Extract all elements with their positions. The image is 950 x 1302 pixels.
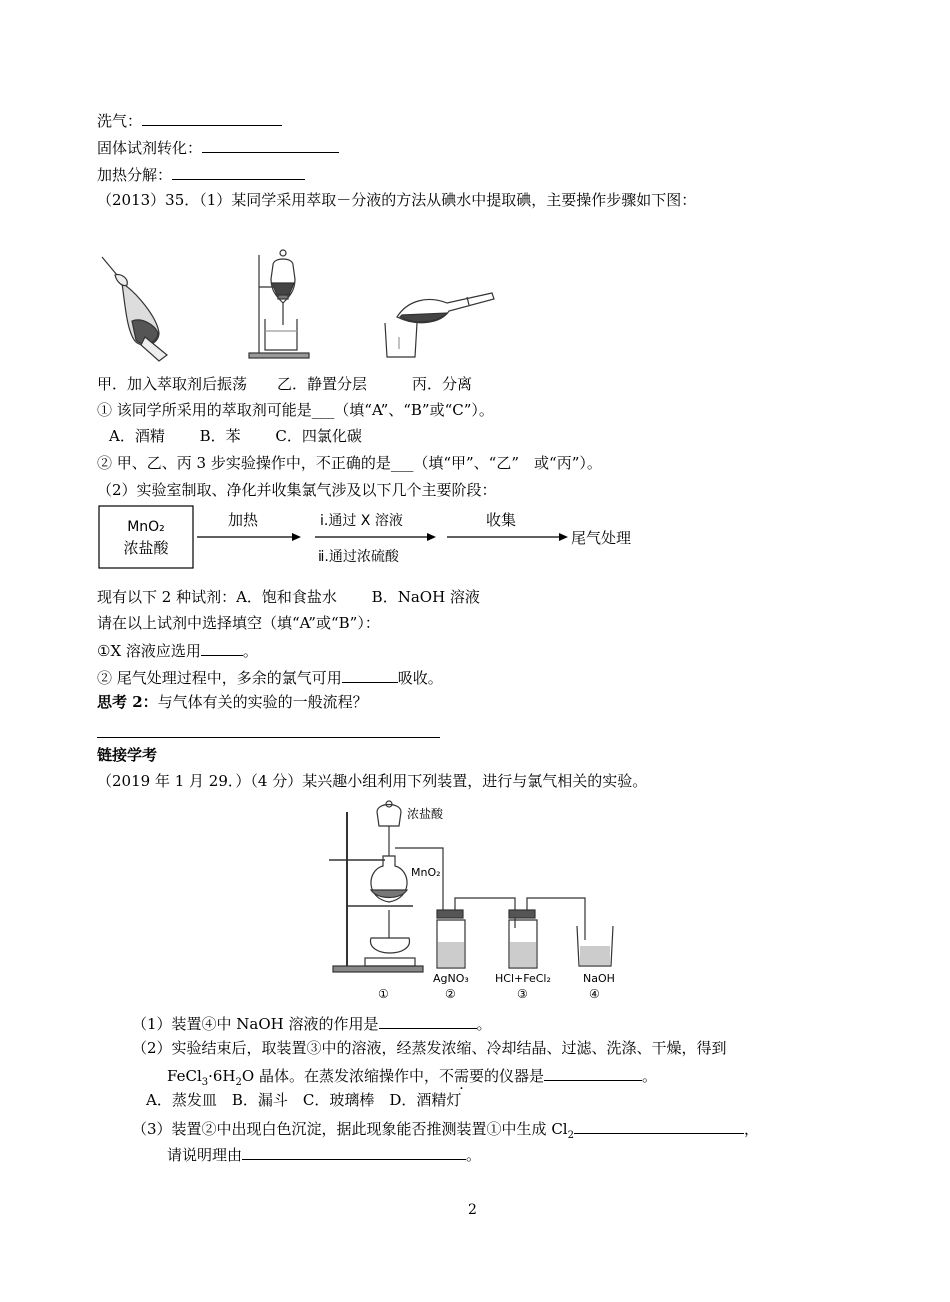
h2o-text: ·6H bbox=[208, 1067, 236, 1085]
shaking-funnel-figure bbox=[102, 257, 167, 361]
exam-2019-intro: （2019 年 1 月 29．）（4 分）某兴趣小组利用下列装置，进行与氯气相关的实验。 bbox=[97, 772, 648, 790]
tail-gas-suffix: 吸收。 bbox=[397, 669, 443, 687]
device-1-label: ① bbox=[378, 987, 389, 1001]
question-incorrect-step: ② 甲、乙、丙 3 步实验操作中，不正确的是___（填“甲”、“乙” 或“丙”）。 bbox=[97, 454, 602, 472]
step-tail-gas: 尾气处理 bbox=[571, 529, 632, 547]
step-collect: 收集 bbox=[485, 511, 517, 529]
heat-decompose-label: 加热分解： bbox=[97, 166, 173, 184]
reason-blank[interactable] bbox=[242, 1143, 466, 1160]
part-1-line bbox=[132, 1012, 492, 1034]
hcl-fecl2-label: HCl+FeCl₂ bbox=[495, 972, 551, 985]
mno2-label: MnO₂ bbox=[411, 866, 441, 879]
part-2-line2 bbox=[167, 1064, 657, 1093]
x-solution-label: ①X 溶液应选用 bbox=[97, 642, 201, 660]
reagent-box-line2: 浓盐酸 bbox=[123, 539, 169, 557]
emphasis-not-needed: 不需要 bbox=[438, 1067, 484, 1085]
x-solution-suffix: 。 bbox=[242, 642, 258, 660]
part-1-suffix: 。 bbox=[476, 1015, 492, 1033]
reagent-list: 现有以下 2 种试剂：A．饱和食盐水 B．NaOH 溶液 bbox=[97, 588, 480, 606]
heat-decompose-line bbox=[97, 163, 305, 185]
reagent-box bbox=[99, 506, 193, 568]
agno3-label: AgNO₃ bbox=[433, 972, 469, 985]
question-chlorine-prep: （2）实验室制取、净化并收集氯气涉及以下几个主要阶段： bbox=[97, 481, 497, 499]
cl2-sub: 2 bbox=[567, 1130, 574, 1141]
chlorine-flow-diagram bbox=[97, 503, 657, 575]
naoh-label: NaOH bbox=[583, 972, 615, 985]
fecl3-sub: 3 bbox=[201, 1077, 209, 1088]
link-exam-title bbox=[97, 745, 157, 765]
extraction-illustrations bbox=[97, 245, 507, 365]
solid-reagent-blank[interactable] bbox=[202, 136, 339, 153]
part-1-blank[interactable] bbox=[379, 1012, 477, 1029]
step-x-solution: ⅰ.通过 X 溶液 bbox=[320, 513, 403, 529]
tail-gas-blank[interactable] bbox=[342, 666, 398, 683]
page-number: 2 bbox=[468, 1202, 477, 1218]
tail-gas-line bbox=[97, 666, 443, 688]
think-2-text: 与气体有关的实验的一般流程？ bbox=[157, 693, 368, 711]
think-2-answer-blank[interactable] bbox=[97, 737, 440, 738]
part-3-text: （3）装置②中出现白色沉淀，据此现象能否推测装置①中生成 Cl bbox=[132, 1120, 568, 1138]
part-2-instrument-text: 的仪器是 bbox=[484, 1067, 545, 1085]
part-3-comma: ， bbox=[743, 1120, 759, 1138]
step-sulfuric-acid: ⅱ.通过浓硫酸 bbox=[318, 549, 399, 565]
device-3-label: ③ bbox=[517, 987, 528, 1001]
solid-reagent-label: 固体试剂转化： bbox=[97, 139, 203, 157]
x-solution-blank[interactable] bbox=[201, 639, 243, 656]
part-2-crystal-text: O 晶体。在蒸发浓缩操作中， bbox=[241, 1067, 439, 1085]
reason-suffix: 。 bbox=[466, 1146, 482, 1164]
separating-funnel-stand-figure bbox=[249, 250, 309, 358]
reason-label: 请说明理由 bbox=[167, 1146, 243, 1164]
h2o-sub: 2 bbox=[235, 1077, 242, 1088]
x-solution-line bbox=[97, 639, 258, 661]
acid-label: 浓盐酸 bbox=[407, 807, 444, 821]
part-2-blank[interactable] bbox=[544, 1064, 642, 1081]
wash-gas-label: 洗气： bbox=[97, 112, 143, 130]
link-exam-title-text: 链接学考 bbox=[97, 746, 158, 764]
wash-gas-blank[interactable] bbox=[142, 109, 282, 126]
select-instruction: 请在以上试剂中选择填空（填“A”或“B”）： bbox=[97, 614, 380, 632]
part-2-line1: （2）实验结束后，取装置③中的溶液，经蒸发浓缩、冷却结晶、过滤、洗涤、干燥，得到 bbox=[132, 1039, 727, 1057]
question-extractant: ① 该同学所采用的萃取剂可能是___（填“A”、“B”或“C”）。 bbox=[97, 401, 494, 419]
tail-gas-label: ② 尾气处理过程中，多余的氯气可用 bbox=[97, 669, 342, 687]
device-4-label: ④ bbox=[589, 987, 600, 1001]
heat-decompose-blank[interactable] bbox=[172, 163, 305, 180]
step-captions: 甲．加入萃取剂后振荡 乙．静置分层 丙．分离 bbox=[97, 375, 473, 393]
think-2-label: 思考 2： bbox=[97, 693, 158, 711]
fecl3-text: FeCl bbox=[167, 1067, 202, 1085]
chlorine-apparatus-figure bbox=[325, 798, 635, 1003]
reagent-box-line1: MnO₂ bbox=[127, 519, 165, 535]
question-2013-35: （2013）35．（1）某同学采用萃取－分液的方法从碘水中提取碘，主要操作步骤如下图： bbox=[97, 191, 697, 209]
part-1-label: （1）装置④中 NaOH 溶液的作用是 bbox=[132, 1015, 379, 1033]
step-heat: 加热 bbox=[227, 511, 259, 529]
part-2-suffix: 。 bbox=[642, 1067, 658, 1085]
part-3-line1 bbox=[132, 1117, 759, 1146]
part-2-options: A．蒸发皿 B．漏斗 C．玻璃棒 D．酒精灯 bbox=[146, 1091, 462, 1109]
extractant-options: A．酒精 B．苯 C．四氯化碳 bbox=[109, 427, 362, 445]
pouring-funnel-figure bbox=[385, 293, 494, 357]
think-2-line bbox=[97, 692, 368, 712]
part-3-blank[interactable] bbox=[574, 1117, 744, 1134]
device-2-label: ② bbox=[445, 987, 456, 1001]
part-3-line2 bbox=[167, 1143, 481, 1165]
wash-gas-line bbox=[97, 109, 282, 131]
solid-reagent-line bbox=[97, 136, 339, 158]
